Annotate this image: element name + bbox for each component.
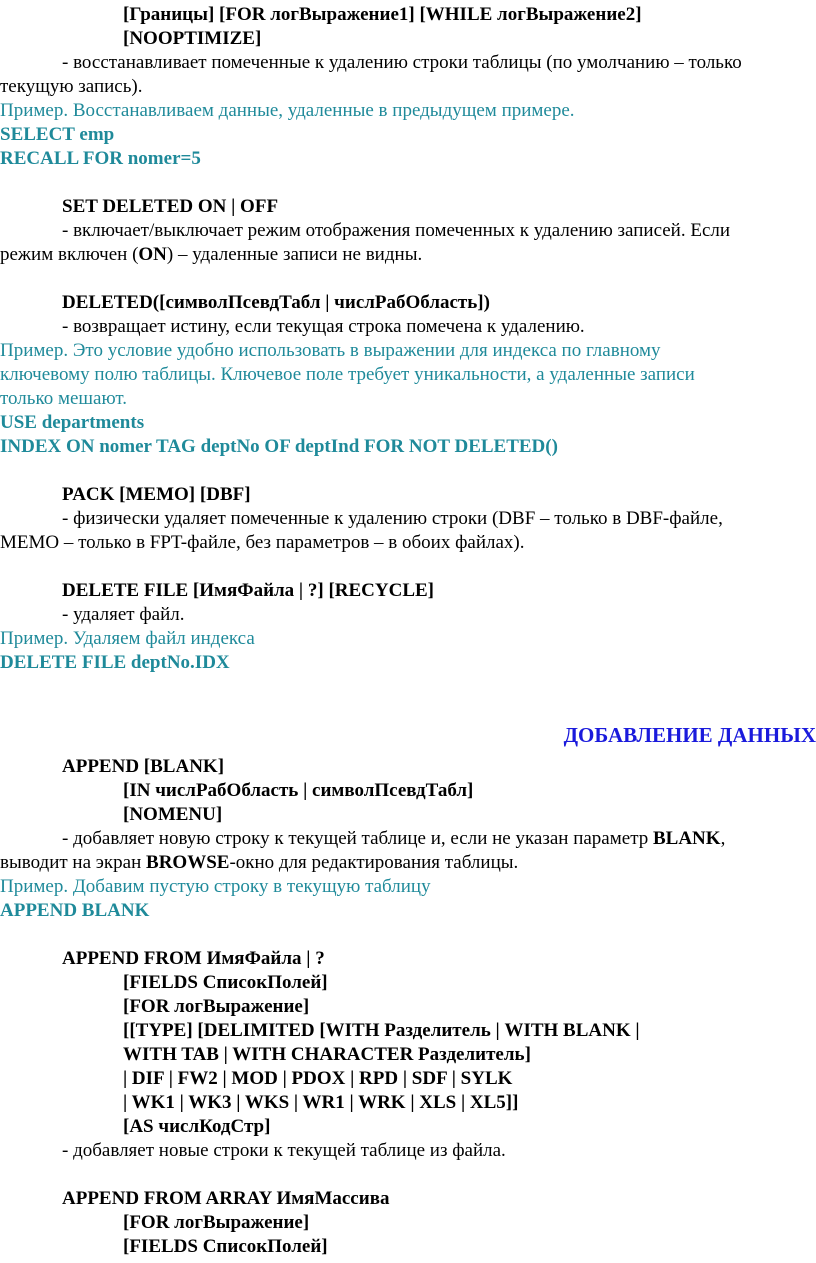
syntax-line: [Границы] [FOR логВыражение1] [WHILE логВыражение2] bbox=[123, 4, 642, 25]
syntax-line: [FOR логВыражение] bbox=[123, 1212, 310, 1233]
description-line bbox=[0, 243, 422, 267]
description-line: - удаляет файл. bbox=[62, 604, 185, 625]
syntax-line: APPEND [BLANK] bbox=[62, 756, 225, 777]
text-run: ) – удаленные записи не видны. bbox=[166, 244, 423, 265]
syntax-line: [FOR логВыражение] bbox=[123, 996, 310, 1017]
syntax-line: [NOMENU] bbox=[123, 804, 223, 825]
text-run: -окно для редактирования таблицы. bbox=[229, 852, 519, 873]
description-line: MEMO – только в FPT-файле, без параметров – в обоих файлах). bbox=[0, 532, 525, 553]
syntax-line: [NOOPTIMIZE] bbox=[123, 28, 262, 49]
keyword: BROWSE bbox=[146, 852, 230, 873]
syntax-line: | DIF | FW2 | MOD | PDOX | RPD | SDF | SYLK bbox=[123, 1068, 513, 1089]
text-run: выводит на экран bbox=[0, 852, 147, 873]
syntax-line: SET DELETED ON | OFF bbox=[62, 196, 279, 217]
syntax-line: WITH TAB | WITH CHARACTER Разделитель] bbox=[123, 1044, 531, 1065]
description-line: - физически удаляет помеченные к удалению строки (DBF – только в DBF-файле, bbox=[62, 508, 723, 529]
description-line: - включает/выключает режим отображения помеченных к удалению записей. Если bbox=[62, 220, 731, 241]
example-text: Пример. Восстанавливаем данные, удаленные в предыдущем примере. bbox=[0, 100, 575, 121]
code-line: USE departments bbox=[0, 412, 145, 433]
code-line: INDEX ON nomer TAG deptNo OF deptInd FOR NOT DELETED() bbox=[0, 436, 558, 457]
syntax-line: [IN числРабОбласть | символПсевдТабл] bbox=[123, 780, 474, 801]
syntax-line: DELETED([символПсевдТабл | числРабОбласть]) bbox=[62, 292, 490, 313]
syntax-line: [[TYPE] [DELIMITED [WITH Разделитель | WITH BLANK | bbox=[123, 1020, 640, 1041]
code-line: RECALL FOR nomer=5 bbox=[0, 148, 201, 169]
description-line bbox=[62, 827, 725, 851]
syntax-line: APPEND FROM ARRAY ИмяМассива bbox=[62, 1188, 390, 1209]
code-line: APPEND BLANK bbox=[0, 900, 150, 921]
description-line: - возвращает истину, если текущая строка помечена к удалению. bbox=[62, 316, 585, 337]
syntax-line: [FIELDS СписокПолей] bbox=[123, 1236, 328, 1257]
keyword: BLANK bbox=[652, 828, 721, 849]
code-line: DELETE FILE deptNo.IDX bbox=[0, 652, 230, 673]
example-text: только мешают. bbox=[0, 388, 128, 409]
syntax-line: [FIELDS СписокПолей] bbox=[123, 972, 328, 993]
text-run: - добавляет новую строку к текущей таблице и, если не указан параметр bbox=[62, 828, 653, 849]
text-run: , bbox=[720, 828, 726, 849]
description-line: текущую запись). bbox=[0, 76, 143, 97]
example-text: Пример. Это условие удобно использовать в выражении для индекса по главному bbox=[0, 340, 661, 361]
description-line: - добавляет новые строки к текущей таблице из файла. bbox=[62, 1140, 506, 1161]
syntax-line: APPEND FROM ИмяФайла | ? bbox=[62, 948, 325, 969]
example-text: Пример. Удаляем файл индекса bbox=[0, 628, 255, 649]
syntax-line: [AS числКодСтр] bbox=[123, 1116, 271, 1137]
text-run: режим включен ( bbox=[0, 244, 139, 265]
code-line: SELECT emp bbox=[0, 124, 115, 145]
description-line: - восстанавливает помеченные к удалению строки таблицы (по умолчанию – только bbox=[62, 52, 742, 73]
syntax-line: PACK [MEMO] [DBF] bbox=[62, 484, 251, 505]
description-line bbox=[0, 851, 518, 875]
keyword: ON bbox=[138, 244, 167, 265]
section-heading: ДОБАВЛЕНИЕ ДАННЫХ bbox=[563, 723, 816, 747]
syntax-line: | WK1 | WK3 | WKS | WR1 | WRK | XLS | XL5]] bbox=[123, 1092, 519, 1113]
syntax-line: DELETE FILE [ИмяФайла | ?] [RECYCLE] bbox=[62, 580, 435, 601]
example-text: Пример. Добавим пустую строку в текущую таблицу bbox=[0, 876, 431, 897]
example-text: ключевому полю таблицы. Ключевое поле требует уникальности, а удаленные записи bbox=[0, 364, 695, 385]
